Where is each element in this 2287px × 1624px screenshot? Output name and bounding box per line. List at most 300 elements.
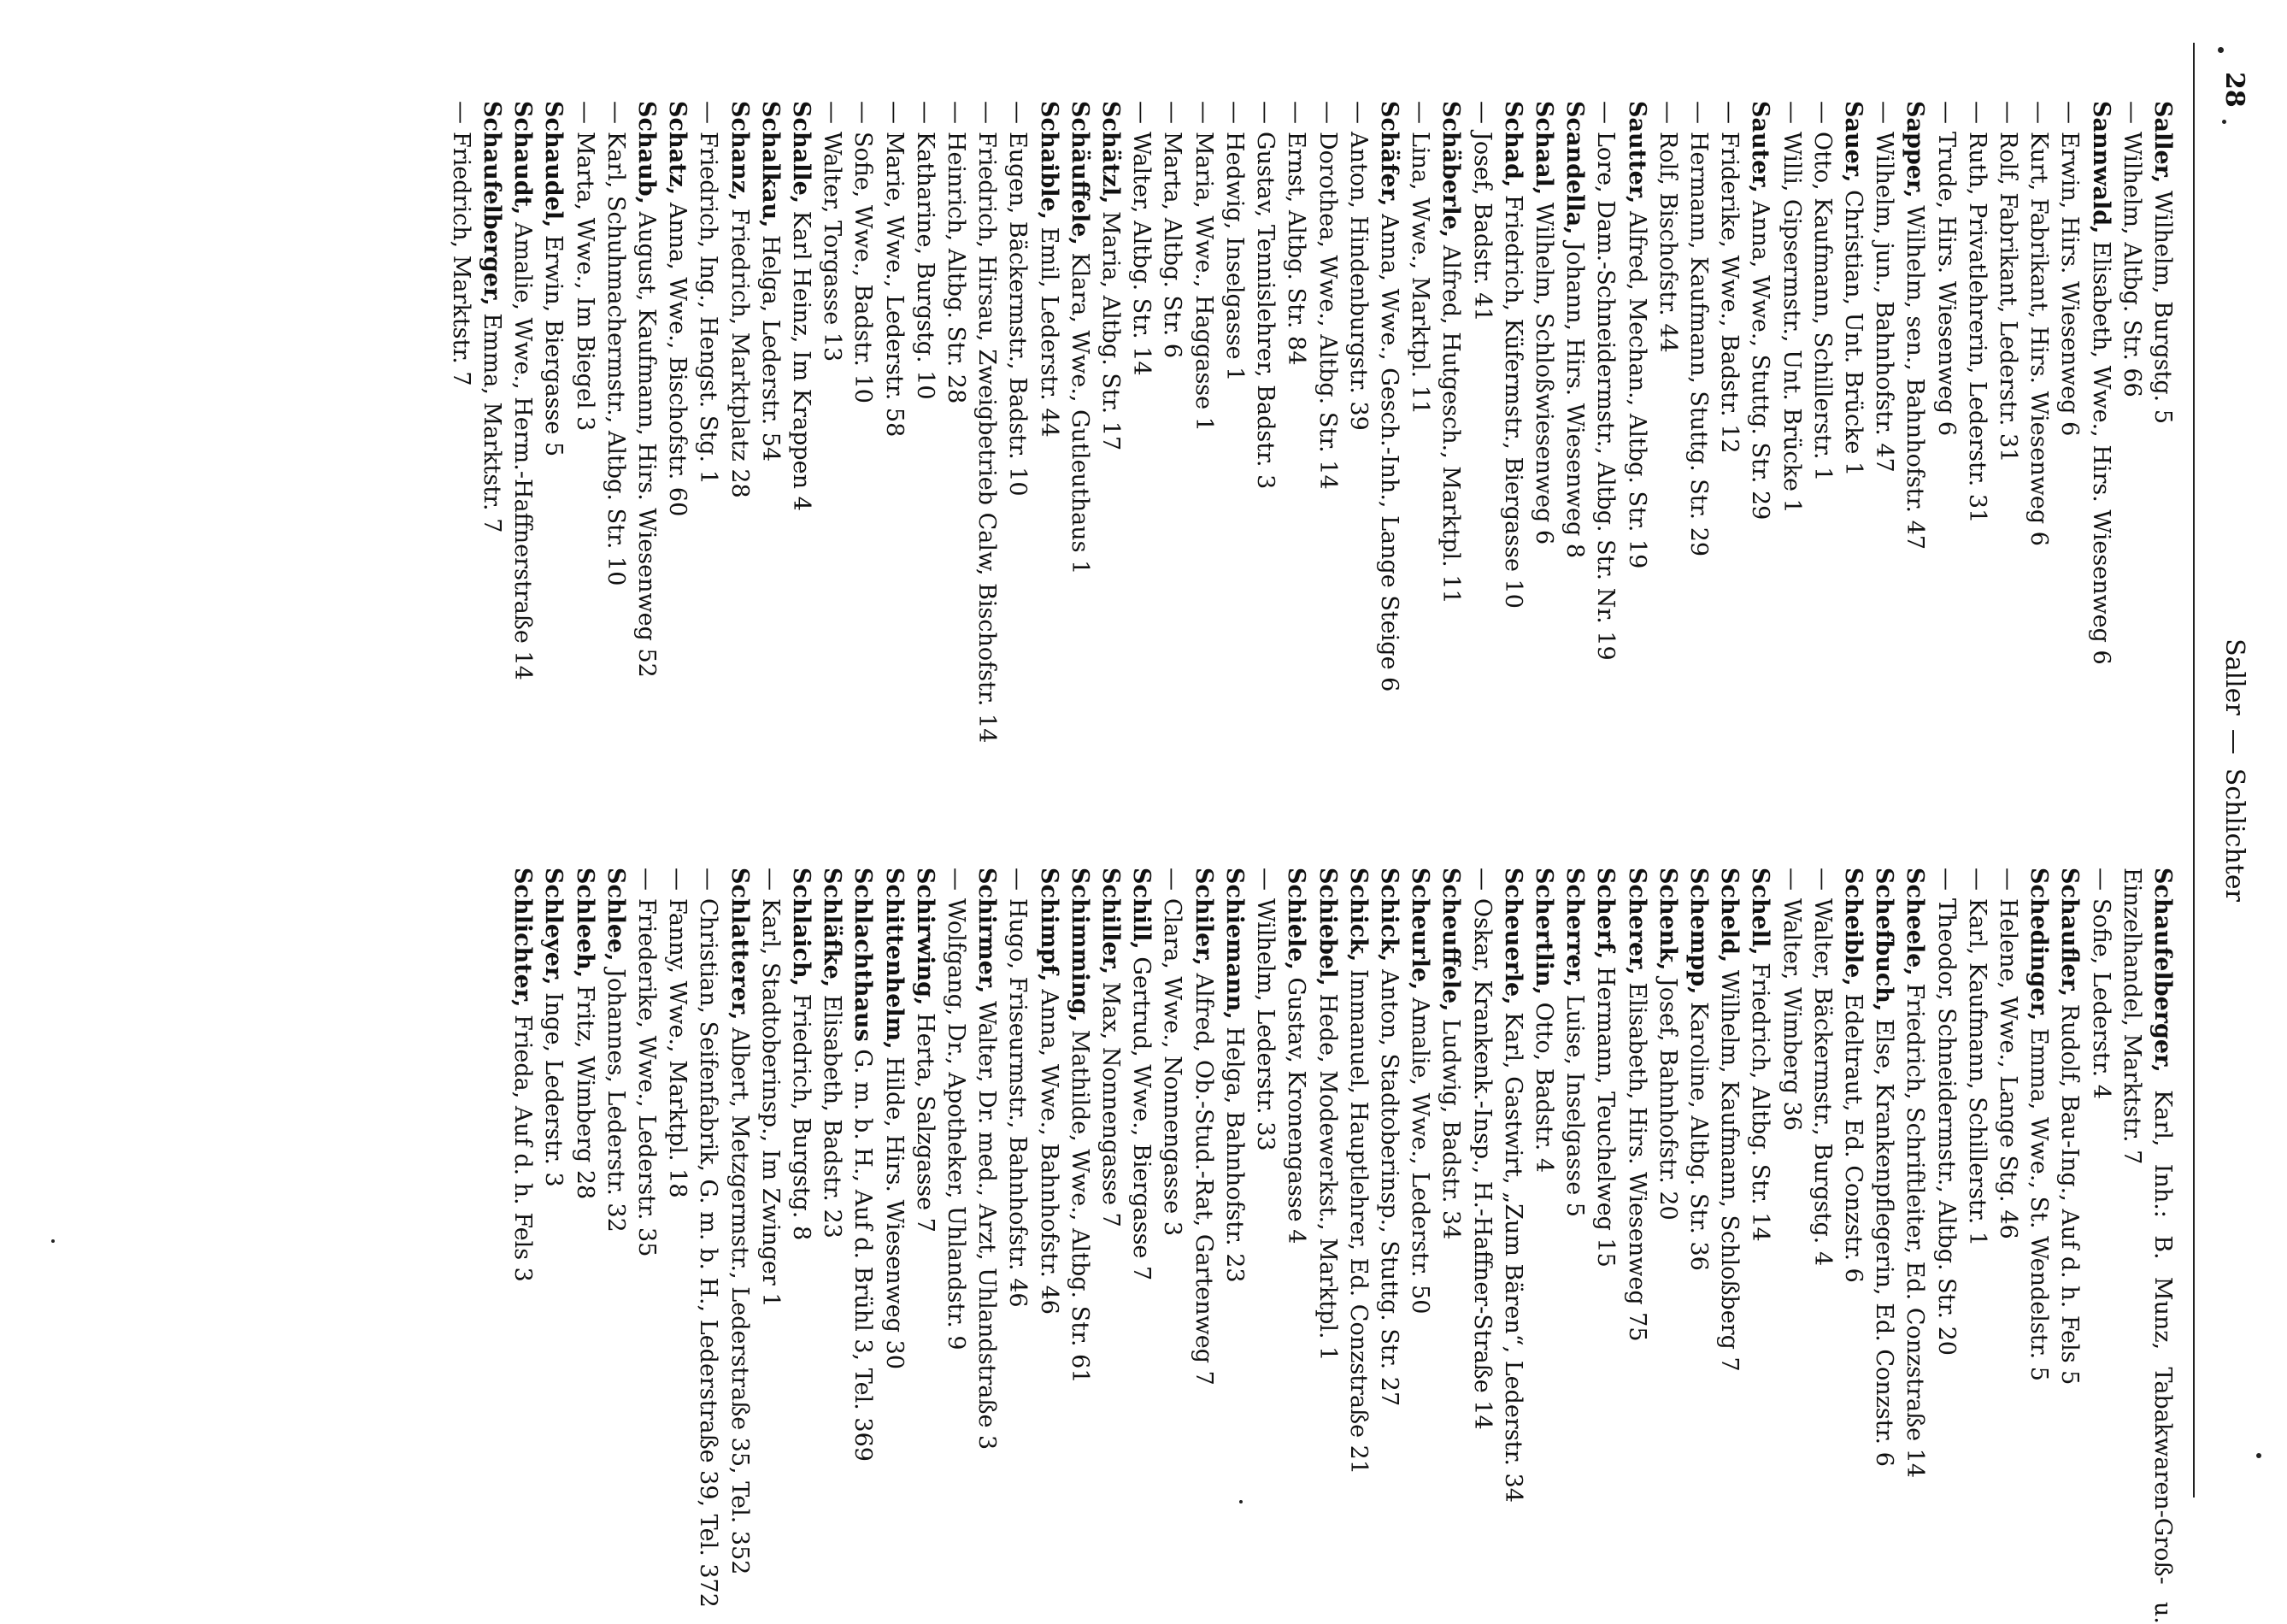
directory-entry bbox=[1683, 868, 1714, 1624]
entry-surname: Scheld, bbox=[1716, 868, 1743, 963]
entry-details: Wilhelm, sen., Bahnhofstr. 47 bbox=[1902, 205, 1929, 550]
ditto-dash: — bbox=[1252, 101, 1279, 124]
entry-details: Elisabeth, Badstr. 23 bbox=[819, 994, 846, 1239]
entry-surname: Schimming, bbox=[1066, 868, 1093, 1023]
ditto-dash: — bbox=[1159, 101, 1186, 124]
entry-details: Helga, Bahnhofstr. 23 bbox=[1220, 1027, 1248, 1283]
entry-details: Oskar, Krankenk.-Insp., H.-Haffner-Straße 14 bbox=[1468, 898, 1496, 1430]
directory-entry bbox=[1280, 101, 1311, 857]
entry-details: Erwin, Biergasse 5 bbox=[540, 235, 567, 457]
entry-details: Dorothea, Wwe., Altbg. Str. 14 bbox=[1314, 132, 1341, 490]
ditto-dash: — bbox=[943, 101, 970, 124]
directory-entry bbox=[2116, 101, 2147, 857]
ditto-dash: — bbox=[1871, 101, 1898, 124]
directory-entry bbox=[1744, 868, 1775, 1624]
ditto-dash: — bbox=[2087, 868, 2114, 891]
directory-entry bbox=[723, 101, 754, 857]
directory-entry bbox=[1219, 868, 1249, 1624]
ditto-dash: — bbox=[1932, 101, 1960, 124]
entry-details: Alfred, Mechan., Altbg. Str. 19 bbox=[1623, 211, 1650, 569]
entry-details: Marie, Wwe., Lederstr. 58 bbox=[880, 132, 908, 438]
entry-surname: Schäberle, bbox=[1437, 101, 1465, 238]
directory-entry bbox=[1032, 868, 1063, 1624]
scan-speck bbox=[2256, 1453, 2261, 1458]
directory-entry bbox=[1992, 101, 2023, 857]
entry-details: Max, Nonnengasse 7 bbox=[1097, 981, 1125, 1227]
entry-details: Emil, Lederstr. 44 bbox=[1035, 227, 1062, 438]
ditto-dash: — bbox=[2025, 101, 2053, 124]
ditto-dash: — bbox=[2118, 101, 2145, 124]
directory-entry bbox=[568, 868, 599, 1624]
left-column bbox=[445, 101, 2178, 857]
directory-entry bbox=[1807, 868, 1837, 1624]
header-rule bbox=[2193, 43, 2195, 1497]
entry-surname: Schleeh, bbox=[571, 868, 598, 979]
ditto-dash: — bbox=[1004, 101, 1032, 124]
directory-entry bbox=[1435, 101, 1466, 857]
directory-entry bbox=[755, 868, 785, 1624]
entry-surname: Schaufelberger, bbox=[479, 101, 506, 306]
directory-entry bbox=[1404, 101, 1435, 857]
entry-surname: Scheuffele, bbox=[1437, 868, 1465, 1012]
directory-entry bbox=[971, 868, 1002, 1624]
entry-details: G. m. b. H., Auf d. Brühl 3, Tel. 369 bbox=[850, 1049, 877, 1462]
directory-entry bbox=[847, 101, 878, 857]
entry-surname: Schalkau, bbox=[756, 101, 784, 228]
ditto-dash: — bbox=[664, 868, 691, 891]
entry-surname: Schlichter, bbox=[509, 868, 537, 1008]
entry-details: Clara, Wwe., Nonnengasse 3 bbox=[1159, 898, 1186, 1237]
entry-details: Inge, Lederstr. 3 bbox=[540, 992, 567, 1187]
directory-entry bbox=[1373, 868, 1404, 1624]
directory-entry bbox=[1807, 101, 1837, 857]
entry-surname: Sautter, bbox=[1623, 101, 1650, 204]
entry-surname: Scheurle, bbox=[1407, 868, 1434, 991]
entry-surname: Schiemann, bbox=[1220, 868, 1248, 1020]
entry-details: Kurt, Fabrikant, Hirs. Wiesenweg 6 bbox=[2025, 132, 2053, 546]
entry-surname: Schiller, bbox=[1097, 868, 1125, 975]
directory-entry bbox=[1188, 868, 1219, 1624]
entry-details: Ernst, Altbg. Str. 84 bbox=[1283, 132, 1310, 366]
entry-surname: Schlee, bbox=[602, 868, 629, 962]
ditto-dash: — bbox=[756, 868, 784, 891]
directory-entry bbox=[631, 868, 661, 1624]
directory-entry bbox=[1961, 868, 1992, 1624]
directory-entry bbox=[2116, 868, 2178, 1624]
entry-details: Fanny, Wwe., Marktpl. 18 bbox=[664, 898, 691, 1198]
entry-details: Eugen, Bäckermstr., Badstr. 10 bbox=[1004, 132, 1032, 497]
directory-entry bbox=[1930, 101, 1961, 857]
directory-entry bbox=[1156, 868, 1187, 1624]
entry-details: Wilhelm, Altbg. Str. 66 bbox=[2118, 132, 2145, 397]
directory-entry bbox=[1775, 101, 1806, 857]
scan-speck bbox=[1239, 1500, 1243, 1503]
ditto-dash: — bbox=[1252, 868, 1279, 891]
entry-details: Marta, Altbg. Str. 6 bbox=[1159, 132, 1186, 359]
directory-entry bbox=[1837, 101, 1868, 857]
directory-entry bbox=[1188, 101, 1219, 857]
directory-entry bbox=[909, 868, 940, 1624]
entry-surname: Schirmer, bbox=[973, 868, 1001, 994]
entry-details: Lina, Wwe., Marktpl. 11 bbox=[1407, 132, 1434, 415]
ditto-dash: — bbox=[1808, 868, 1836, 891]
entry-details: Anton, Hindenburgstr. 39 bbox=[1344, 132, 1372, 431]
directory-entry bbox=[1095, 868, 1126, 1624]
entry-details: Gertrud, Wwe., Biergasse 7 bbox=[1128, 956, 1155, 1281]
directory-entry bbox=[1404, 868, 1435, 1624]
directory-entry bbox=[692, 101, 723, 857]
entry-details: Immanuel, Hauptlehrer, Ed. Conzstraße 21 bbox=[1344, 968, 1372, 1475]
directory-entry bbox=[1466, 868, 1496, 1624]
entry-details: Wolfgang, Dr., Apotheker, Uhlandstr. 9 bbox=[943, 898, 970, 1350]
entry-details: Helga, Lederstr. 54 bbox=[756, 235, 784, 462]
entry-details: Friedrich, Küfermstr., Biergasse 10 bbox=[1499, 194, 1526, 609]
entry-details: Albert, Metzgermstr., Lederstraße 35, Tel. 352 bbox=[726, 1027, 753, 1575]
entry-details: Elisabeth, Hirs. Wiesenweg 75 bbox=[1623, 982, 1650, 1342]
entry-details: Friedrich, Burgstg. 8 bbox=[788, 993, 815, 1241]
directory-entry bbox=[816, 101, 847, 857]
entry-details: Karl, Stadtoberinsp., Im Zwinger 1 bbox=[756, 898, 784, 1308]
ditto-dash: — bbox=[602, 101, 629, 124]
entry-details: Friderike, Wwe., Badstr. 12 bbox=[1716, 132, 1743, 454]
entry-surname: Schaufelberger, bbox=[2149, 868, 2176, 1073]
entry-details: Lore, Dam.-Schneidermstr., Altbg. Str. Nr. 19 bbox=[1592, 132, 1620, 661]
entry-details: Maria, Altbg. Str. 17 bbox=[1097, 211, 1125, 451]
entry-details: Friedrich, Hirsau, Zweigbetrieb Calw, Bischofstr. 14 bbox=[973, 132, 1001, 744]
ditto-dash: — bbox=[571, 101, 598, 124]
entry-details: Otto, Kaufmann, Schillerstr. 1 bbox=[1808, 132, 1836, 482]
entry-details: Karoline, Altbg. Str. 36 bbox=[1684, 1002, 1712, 1271]
entry-surname: Schlachthaus bbox=[850, 868, 877, 1042]
entry-surname: Sauter, bbox=[1747, 101, 1774, 193]
entry-details: Anton, Stadtoberinsp., Stuttg. Str. 27 bbox=[1375, 968, 1402, 1407]
entry-details: Rolf, Fabrikant, Lederstr. 31 bbox=[1994, 132, 2021, 463]
entry-surname: Schlatterer, bbox=[726, 868, 753, 1021]
ditto-dash: — bbox=[1283, 101, 1310, 124]
entry-details: Emma, Wwe., St. Wendelstr. 5 bbox=[2025, 1027, 2053, 1381]
directory-entry bbox=[1714, 868, 1744, 1624]
directory-entry bbox=[1868, 101, 1899, 857]
entry-details: Friederike, Wwe., Lederstr. 35 bbox=[633, 898, 661, 1257]
entry-details: Walter, Dr. med., Arzt, Uhlandstraße 3 bbox=[973, 1001, 1001, 1450]
running-head-first-entry: Saller bbox=[2219, 638, 2249, 715]
directory-entry bbox=[940, 101, 971, 857]
directory-entry bbox=[1343, 868, 1373, 1624]
entry-details: Maria, Wwe., Haggasse 1 bbox=[1190, 132, 1217, 432]
entry-details: Elisabeth, Wwe., Hirs. Wiesenweg 6 bbox=[2087, 241, 2114, 665]
entry-surname: Schiler, bbox=[1190, 868, 1217, 966]
entry-details: Walter, Torgasse 13 bbox=[819, 132, 846, 362]
directory-entry bbox=[785, 868, 816, 1624]
entry-details: Hermann, Teuchelweg 15 bbox=[1592, 967, 1620, 1268]
ditto-dash: — bbox=[695, 101, 722, 124]
ditto-dash: — bbox=[1963, 101, 1990, 124]
directory-entry bbox=[1343, 101, 1373, 857]
directory-entry bbox=[971, 101, 1002, 857]
ditto-dash: — bbox=[695, 868, 722, 891]
scan-speck bbox=[51, 1239, 55, 1243]
directory-entry bbox=[1559, 101, 1590, 857]
directory-entry bbox=[1249, 101, 1280, 857]
entry-surname: Schlaich, bbox=[788, 868, 815, 987]
ditto-dash: — bbox=[1808, 101, 1836, 124]
entry-surname: Schirwing, bbox=[911, 868, 938, 1006]
entry-surname: Schaal, bbox=[1530, 101, 1557, 196]
entry-details: Josef, Badstr. 41 bbox=[1468, 132, 1496, 322]
ditto-dash: — bbox=[1778, 101, 1805, 124]
entry-surname: Schanz, bbox=[726, 101, 753, 202]
directory-entry bbox=[2023, 868, 2054, 1624]
entry-surname: Schittenhelm, bbox=[880, 868, 908, 1050]
entry-details: Theodor, Schneidermstr., Altbg. Str. 20 bbox=[1932, 898, 1960, 1356]
page-header bbox=[2202, 51, 2261, 1489]
entry-surname: Schäfer, bbox=[1375, 101, 1402, 207]
ditto-dash: — bbox=[1963, 868, 1990, 891]
scan-speck bbox=[2222, 120, 2226, 124]
directory-entry bbox=[1590, 101, 1620, 857]
entry-surname: Sauer, bbox=[1839, 101, 1867, 183]
directory-entry bbox=[1559, 868, 1590, 1624]
directory-entry bbox=[1744, 101, 1775, 857]
ditto-dash: — bbox=[880, 101, 908, 124]
entry-surname: Schad, bbox=[1499, 101, 1526, 188]
entry-details: Wilhelm, Kaufmann, Schloßberg 7 bbox=[1716, 969, 1743, 1372]
entry-surname: Schedinger, bbox=[2025, 868, 2053, 1021]
ditto-dash: — bbox=[633, 868, 661, 891]
entry-surname: Schell, bbox=[1747, 868, 1774, 956]
directory-entry bbox=[1528, 868, 1559, 1624]
entry-surname: Schläfke, bbox=[819, 868, 846, 988]
directory-entry bbox=[1590, 868, 1620, 1624]
directory-entry bbox=[847, 868, 878, 1624]
ditto-dash: — bbox=[1220, 101, 1248, 124]
ditto-dash: — bbox=[1994, 101, 2021, 124]
entry-surname: Schimpf, bbox=[1035, 868, 1062, 982]
entry-details: Alfred, Ob.-Stud.-Rat, Gartenweg 7 bbox=[1190, 973, 1217, 1386]
ditto-dash: — bbox=[1468, 868, 1496, 891]
entry-details: Klara, Wwe., Gutleuthaus 1 bbox=[1066, 252, 1093, 575]
entry-surname: Sapper, bbox=[1902, 101, 1929, 198]
entry-details: Karl Heinz, Im Krappen 4 bbox=[788, 210, 815, 511]
ditto-dash: — bbox=[1654, 101, 1681, 124]
directory-entry bbox=[1466, 101, 1496, 857]
entry-details: Christian, Seifenfabrik, G. m. b. H., Lederstraße 39, Tel. 372 bbox=[695, 898, 722, 1608]
directory-entry bbox=[1992, 868, 2023, 1624]
entry-details: Heinrich, Altbg. Str. 28 bbox=[943, 132, 970, 404]
entry-details: Josef, Bahnhofstr. 20 bbox=[1654, 978, 1681, 1221]
entry-details: Hermann, Kaufmann, Stuttg. Str. 29 bbox=[1684, 132, 1712, 557]
directory-entry bbox=[1126, 101, 1156, 857]
directory-entry bbox=[2023, 101, 2054, 857]
entry-surname: Scandella, bbox=[1561, 101, 1589, 235]
directory-entry bbox=[909, 101, 940, 857]
entry-surname: Schaudt, bbox=[509, 101, 537, 215]
entry-details: Amalie, Wwe., Herm.-Haffnerstraße 14 bbox=[509, 222, 537, 680]
entry-details: Fritz, Wimberg 28 bbox=[571, 985, 598, 1200]
ditto-dash: — bbox=[2056, 101, 2084, 124]
directory-entry bbox=[631, 101, 661, 857]
entry-details: Sofie, Lederstr. 4 bbox=[2087, 898, 2114, 1099]
entry-details: Luise, Inselgasse 5 bbox=[1561, 994, 1589, 1217]
directory-entry bbox=[1126, 868, 1156, 1624]
entry-details: Walter, Wimberg 36 bbox=[1778, 898, 1805, 1131]
directory-entry bbox=[1032, 101, 1063, 857]
ditto-dash: — bbox=[1468, 101, 1496, 124]
ditto-dash: — bbox=[447, 101, 474, 124]
ditto-dash: — bbox=[1778, 868, 1805, 891]
directory-entry bbox=[755, 101, 785, 857]
directory-entry bbox=[1961, 101, 1992, 857]
entry-surname: Schalle, bbox=[788, 101, 815, 204]
entry-details: Friedrich, Marktplatz 28 bbox=[726, 209, 753, 498]
entry-surname: Scheuerle, bbox=[1499, 868, 1526, 1005]
ditto-dash: — bbox=[1190, 101, 1217, 124]
entry-details: Wilhelm, Lederstr. 33 bbox=[1252, 898, 1279, 1151]
directory-entry bbox=[1652, 101, 1683, 857]
ditto-dash: — bbox=[1407, 101, 1434, 124]
directory-entry bbox=[1219, 101, 1249, 857]
entry-details: Gustav, Kronengasse 4 bbox=[1283, 977, 1310, 1244]
entry-details: Erwin, Hirs. Wiesenweg 6 bbox=[2056, 132, 2084, 437]
running-head-dash: — bbox=[2219, 728, 2249, 755]
entry-details: Willi, Gipsermstr., Unt. Brücke 1 bbox=[1778, 132, 1805, 514]
directory-entry bbox=[1002, 101, 1032, 857]
entry-surname: Scherer, bbox=[1623, 868, 1650, 975]
directory-entry bbox=[661, 101, 692, 857]
directory-entry bbox=[1311, 101, 1342, 857]
entry-details: Rolf, Bischofstr. 44 bbox=[1654, 132, 1681, 353]
directory-entry bbox=[2054, 101, 2084, 857]
entry-details: Wilhelm, Schloßwiesenweg 6 bbox=[1530, 202, 1557, 545]
ditto-dash: — bbox=[1716, 101, 1743, 124]
directory-entry bbox=[538, 101, 568, 857]
entry-details: Karl, Kaufmann, Schillerstr. 1 bbox=[1963, 898, 1990, 1247]
entry-details: Hede, Modewerkst., Marktpl. 1 bbox=[1314, 993, 1341, 1362]
ditto-dash: — bbox=[1932, 868, 1960, 891]
running-head-last-entry: Schlichter bbox=[2219, 768, 2249, 902]
directory-entry bbox=[1868, 868, 1899, 1624]
entry-surname: Schiebel, bbox=[1314, 868, 1341, 986]
scan-speck bbox=[2218, 47, 2224, 53]
entry-details: Anna, Wwe., Bahnhofstr. 46 bbox=[1035, 989, 1062, 1315]
directory-entry bbox=[1064, 868, 1095, 1624]
entry-details: Else, Krankenpflegerin, Ed. Conzstr. 6 bbox=[1871, 1018, 1898, 1467]
entry-details: Anna, Wwe., Stuttg. Str. 29 bbox=[1747, 200, 1774, 521]
entry-details: August, Kaufmann, Hirs. Wiesenweg 52 bbox=[633, 211, 661, 678]
directory-entry bbox=[1435, 868, 1466, 1624]
ditto-dash: — bbox=[943, 868, 970, 891]
directory-entry bbox=[1311, 868, 1342, 1624]
directory-entry bbox=[1249, 868, 1280, 1624]
entry-details: Ludwig, Badstr. 34 bbox=[1437, 1019, 1465, 1240]
directory-entry bbox=[1620, 868, 1651, 1624]
entry-surname: Schätzl, bbox=[1097, 101, 1125, 204]
directory-entry bbox=[445, 101, 476, 857]
entry-surname: Schertlin, bbox=[1530, 868, 1557, 995]
entry-surname: Sannwald, bbox=[2087, 101, 2114, 234]
ditto-dash: — bbox=[1592, 101, 1620, 124]
directory-entry bbox=[600, 868, 631, 1624]
entry-details: Edeltraut, Ed. Conzstr. 6 bbox=[1839, 993, 1867, 1283]
entry-surname: Schenk, bbox=[1654, 868, 1681, 971]
ditto-dash: — bbox=[819, 101, 846, 124]
directory-entry bbox=[507, 868, 538, 1624]
entry-details: Anna, Wwe., Gesch.-Inh., Lange Steige 6 bbox=[1375, 214, 1402, 692]
entry-surname: Schäuffele, bbox=[1066, 101, 1093, 245]
page-number: 28 bbox=[2219, 72, 2249, 108]
entry-details: Helene, Wwe., Lange Stg. 46 bbox=[1994, 898, 2021, 1239]
directory-entry bbox=[2147, 101, 2178, 857]
ditto-dash: — bbox=[911, 101, 938, 124]
directory-entry bbox=[600, 101, 631, 857]
entry-details: Mathilde, Wwe., Altbg. Str. 61 bbox=[1066, 1029, 1093, 1384]
directory-entry bbox=[538, 868, 568, 1624]
entry-details: Hugo, Friseurmstr., Bahnhofstr. 46 bbox=[1004, 898, 1032, 1308]
directory-entry bbox=[1528, 101, 1559, 857]
directory-entry bbox=[785, 101, 816, 857]
entry-details: Sofie, Wwe., Badstr. 10 bbox=[850, 132, 877, 403]
entry-details: Johann, Hirs. Wiesenweg 8 bbox=[1561, 242, 1589, 558]
entry-details: Otto, Badstr. 4 bbox=[1530, 1002, 1557, 1174]
ditto-dash: — bbox=[1344, 101, 1372, 124]
entry-details: Wilhelm, Burgstg. 5 bbox=[2149, 190, 2176, 425]
directory-entry bbox=[878, 868, 908, 1624]
entry-surname: Schaudel, bbox=[540, 101, 567, 228]
directory-entry bbox=[1775, 868, 1806, 1624]
entry-details: Anna, Wwe., Bischofstr. 60 bbox=[664, 202, 691, 517]
entry-details: Rudolf, Bau-Ing., Auf d. h. Fels 5 bbox=[2056, 1003, 2084, 1386]
entry-details: Friedrich, Schriftleiter, Ed. Conzstraße 14 bbox=[1902, 983, 1929, 1479]
directory-entry bbox=[1899, 101, 1930, 857]
directory-entry bbox=[1899, 868, 1930, 1624]
entry-surname: Schaub, bbox=[633, 101, 661, 204]
running-head bbox=[2219, 51, 2249, 1489]
directory-entry bbox=[1620, 101, 1651, 857]
directory-entry bbox=[723, 868, 754, 1624]
directory-entry bbox=[1930, 868, 1961, 1624]
ditto-dash: — bbox=[850, 101, 877, 124]
entry-surname: Schick, bbox=[1375, 868, 1402, 962]
directory-entry bbox=[692, 868, 723, 1624]
directory-entry bbox=[1095, 101, 1126, 857]
entry-details: Walter, Bäckermstr., Burgstg. 4 bbox=[1808, 898, 1836, 1267]
entry-surname: Schleyer, bbox=[540, 868, 567, 986]
entry-details: Amalie, Wwe., Lederstr. 50 bbox=[1407, 997, 1434, 1315]
entry-details: Hedwig, Inselgasse 1 bbox=[1220, 132, 1248, 382]
directory-entry bbox=[2054, 868, 2084, 1624]
directory-entry bbox=[507, 101, 538, 857]
directory-entry bbox=[816, 868, 847, 1624]
entry-details: Friedrich, Marktstr. 7 bbox=[447, 132, 474, 386]
directory-entry bbox=[1652, 868, 1683, 1624]
entry-surname: Schiele, bbox=[1283, 868, 1310, 970]
entry-details: Marta, Wwe., Im Biegel 3 bbox=[571, 132, 598, 432]
entry-details: Frieda, Auf d. h. Fels 3 bbox=[509, 1015, 537, 1282]
entry-surname: Saller, bbox=[2149, 101, 2176, 184]
entry-surname: Scherrer, bbox=[1561, 868, 1589, 988]
directory-entry bbox=[1837, 868, 1868, 1624]
directory-entry bbox=[2084, 101, 2115, 857]
directory-entry bbox=[1064, 101, 1095, 857]
directory-entry bbox=[1497, 868, 1528, 1624]
entry-details: Johannes, Lederstr. 32 bbox=[602, 968, 629, 1233]
entry-surname: Scheible, bbox=[1839, 868, 1867, 986]
right-column bbox=[507, 868, 2178, 1624]
entry-surname: Schefbuch, bbox=[1871, 868, 1898, 1012]
directory-entry bbox=[661, 868, 692, 1624]
entry-details: Trude, Hirs. Wiesenweg 6 bbox=[1932, 132, 1960, 437]
entry-surname: Scheele, bbox=[1902, 868, 1929, 976]
